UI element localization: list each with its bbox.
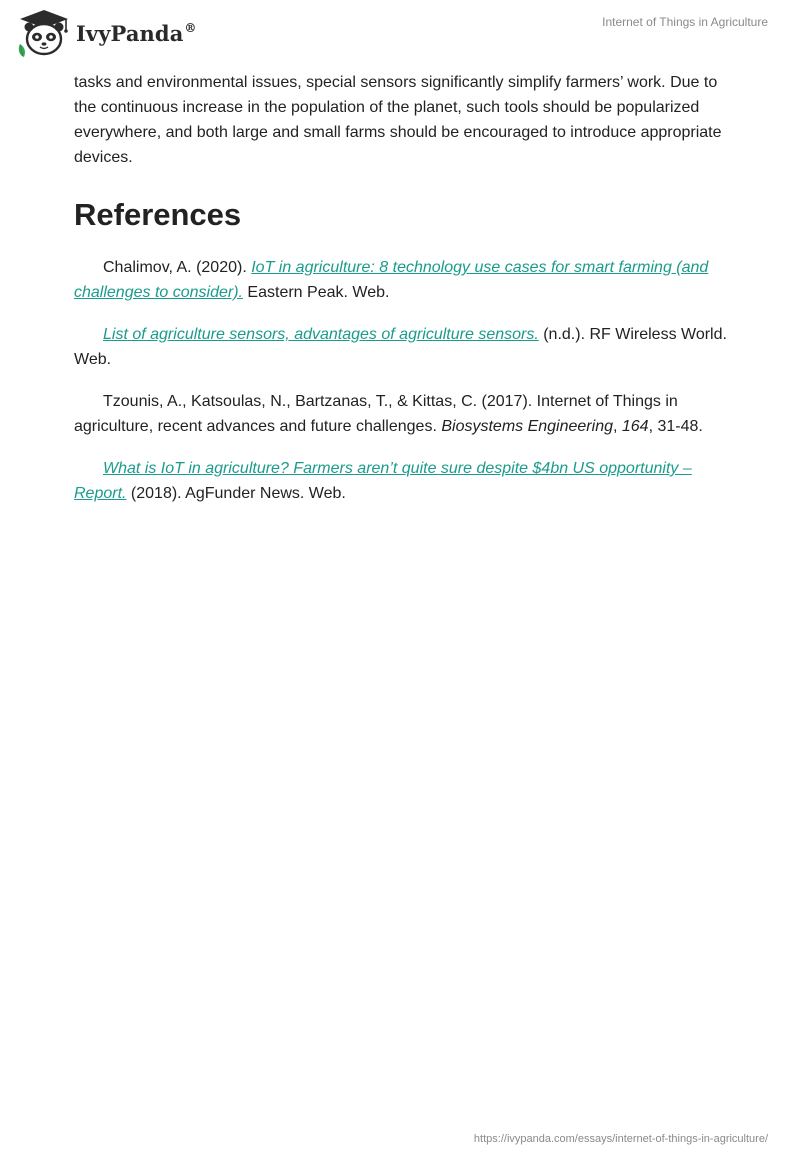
reference-link[interactable]: IoT in agriculture: 8 technology use cases for smart farming (and challenges to consider). [74, 259, 709, 301]
reference-link[interactable]: What is IoT in agriculture? Farmers aren’t quite sure despite $4bn US opportunity – Report. [74, 460, 692, 502]
registered-mark: ® [184, 20, 197, 35]
document-body [74, 70, 734, 523]
panda-graduation-cap-icon [14, 8, 74, 58]
reference-text: Tzounis, A., Katsoulas, N., Bartzanas, T., & Kittas, C. (2017). Internet of Things in agriculture, recent advances and future challenges. [74, 393, 678, 435]
reference-item [74, 322, 734, 372]
brand-name: IvyPanda® [76, 20, 197, 46]
references-heading: References [74, 197, 242, 232]
journal-name: Biosystems Engineering [441, 418, 613, 435]
document-title: Internet of Things in Agriculture [602, 15, 768, 29]
reference-item [74, 456, 734, 506]
reference-item [74, 255, 734, 305]
references-list [74, 255, 734, 506]
journal-volume: 164 [621, 418, 649, 435]
reference-text: Eastern Peak. Web. [242, 284, 390, 301]
reference-text: Chalimov, A. (2020). [103, 259, 252, 276]
reference-text: , 31-48. [648, 418, 703, 435]
reference-text: , [612, 418, 622, 435]
reference-item [74, 389, 734, 439]
reference-link[interactable]: List of agriculture sensors, advantages of agriculture sensors. [103, 326, 539, 343]
reference-text: (2018). AgFunder News. Web. [126, 485, 346, 502]
ivypanda-logo[interactable] [14, 8, 197, 58]
page-header [0, 0, 800, 70]
reference-text: (n.d.). RF Wireless World. Web. [74, 326, 727, 368]
footer-url[interactable]: https://ivypanda.com/essays/internet-of-things-in-agriculture/ [473, 1133, 768, 1145]
intro-paragraph: tasks and environmental issues, special sensors significantly simplify farmers’ work. Due to the continuous increase in the population of the planet, such tools should be popularized everywhere, and both large and small farms should be encouraged to introduce appropriate devices. [74, 74, 722, 166]
